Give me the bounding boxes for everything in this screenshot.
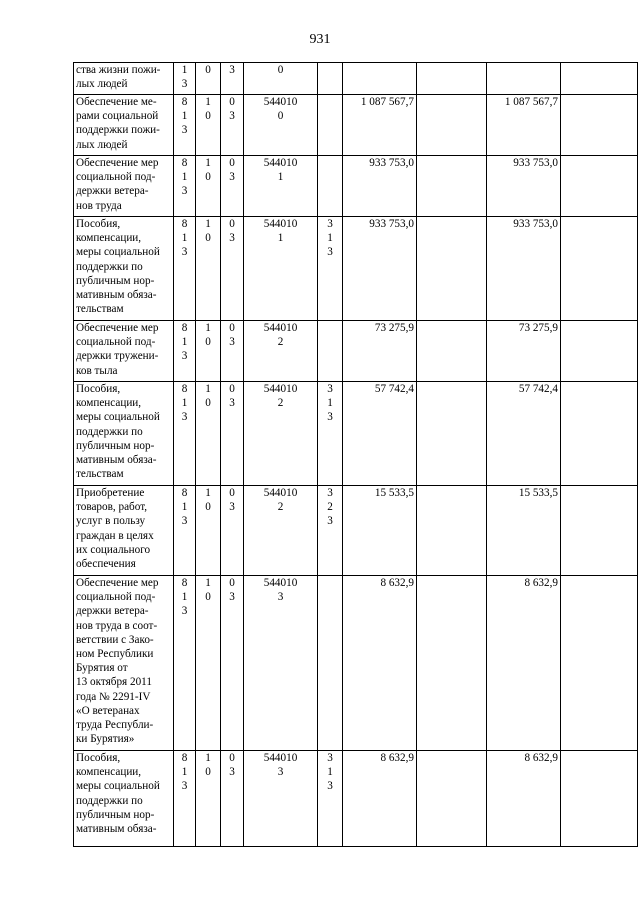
amount-total: 57 742,4 bbox=[343, 382, 417, 486]
section-code: 1 0 bbox=[196, 156, 221, 217]
empty-cell bbox=[561, 486, 638, 576]
expense-type-code: 3 1 3 bbox=[318, 751, 343, 847]
ministry-code: 8 1 3 bbox=[174, 576, 196, 751]
expense-type-code: 3 1 3 bbox=[318, 382, 343, 486]
empty-cell bbox=[417, 382, 487, 486]
empty-cell bbox=[417, 486, 487, 576]
target-code: 544010 3 bbox=[244, 751, 318, 847]
amount-current: 8 632,9 bbox=[487, 576, 561, 751]
amount-total: 933 753,0 bbox=[343, 156, 417, 217]
amount-current bbox=[487, 63, 561, 95]
subsection-code: 0 3 bbox=[221, 486, 244, 576]
ministry-code: 8 1 3 bbox=[174, 321, 196, 382]
subsection-code: 0 3 bbox=[221, 217, 244, 321]
amount-current: 8 632,9 bbox=[487, 751, 561, 847]
table-row bbox=[74, 156, 638, 217]
amount-total: 933 753,0 bbox=[343, 217, 417, 321]
empty-cell bbox=[417, 751, 487, 847]
expense-type-code bbox=[318, 156, 343, 217]
table-row bbox=[74, 486, 638, 576]
empty-cell bbox=[417, 95, 487, 156]
amount-total: 8 632,9 bbox=[343, 751, 417, 847]
page-number: 931 bbox=[309, 32, 331, 47]
table-row bbox=[74, 321, 638, 382]
section-code: 1 0 bbox=[196, 486, 221, 576]
empty-cell bbox=[417, 63, 487, 95]
subsection-code: 0 3 bbox=[221, 751, 244, 847]
amount-total: 1 087 567,7 bbox=[343, 95, 417, 156]
ministry-code: 8 1 3 bbox=[174, 217, 196, 321]
subsection-code: 3 bbox=[221, 63, 244, 95]
target-code: 544010 2 bbox=[244, 321, 318, 382]
ministry-code: 8 1 3 bbox=[174, 751, 196, 847]
table-row bbox=[74, 63, 638, 95]
ministry-code: 8 1 3 bbox=[174, 156, 196, 217]
empty-cell bbox=[561, 321, 638, 382]
subsection-code: 0 3 bbox=[221, 321, 244, 382]
table-body bbox=[74, 63, 638, 847]
table-row bbox=[74, 95, 638, 156]
subsection-code: 0 3 bbox=[221, 95, 244, 156]
amount-total bbox=[343, 63, 417, 95]
expense-type-code bbox=[318, 576, 343, 751]
amount-current: 15 533,5 bbox=[487, 486, 561, 576]
target-code: 544010 3 bbox=[244, 576, 318, 751]
expense-type-code: 3 1 3 bbox=[318, 217, 343, 321]
ministry-code: 8 1 3 bbox=[174, 382, 196, 486]
item-name: Обеспечение ме- рами социальной поддержки пожи- лых людей bbox=[74, 95, 174, 156]
section-code: 1 0 bbox=[196, 217, 221, 321]
empty-cell bbox=[561, 576, 638, 751]
amount-total: 73 275,9 bbox=[343, 321, 417, 382]
empty-cell bbox=[561, 63, 638, 95]
target-code: 544010 1 bbox=[244, 217, 318, 321]
item-name: Приобретение товаров, работ, услуг в пользу граждан в целях их социального обеспечения bbox=[74, 486, 174, 576]
table-row bbox=[74, 751, 638, 847]
budget-table bbox=[73, 62, 638, 847]
empty-cell bbox=[561, 217, 638, 321]
empty-cell bbox=[417, 321, 487, 382]
section-code: 1 0 bbox=[196, 321, 221, 382]
empty-cell bbox=[417, 217, 487, 321]
empty-cell bbox=[417, 576, 487, 751]
expense-type-code: 3 2 3 bbox=[318, 486, 343, 576]
expense-type-code bbox=[318, 63, 343, 95]
item-name: Пособия, компенсации, меры социальной поддержки по публичным нор- мативным обяза- bbox=[74, 751, 174, 847]
target-code: 544010 0 bbox=[244, 95, 318, 156]
item-name: ства жизни пожи- лых людей bbox=[74, 63, 174, 95]
amount-total: 8 632,9 bbox=[343, 576, 417, 751]
subsection-code: 0 3 bbox=[221, 576, 244, 751]
item-name: Пособия, компенсации, меры социальной поддержки по публичным нор- мативным обяза- тельствам bbox=[74, 217, 174, 321]
amount-current: 1 087 567,7 bbox=[487, 95, 561, 156]
expense-type-code bbox=[318, 95, 343, 156]
section-code: 1 0 bbox=[196, 95, 221, 156]
subsection-code: 0 3 bbox=[221, 382, 244, 486]
section-code: 0 bbox=[196, 63, 221, 95]
table-row bbox=[74, 576, 638, 751]
empty-cell bbox=[561, 156, 638, 217]
table-row bbox=[74, 382, 638, 486]
empty-cell bbox=[417, 156, 487, 217]
section-code: 1 0 bbox=[196, 751, 221, 847]
subsection-code: 0 3 bbox=[221, 156, 244, 217]
amount-current: 57 742,4 bbox=[487, 382, 561, 486]
amount-total: 15 533,5 bbox=[343, 486, 417, 576]
ministry-code: 1 3 bbox=[174, 63, 196, 95]
item-name: Обеспечение мер социальной под- держки ветера- нов труда в соот- ветствии с Зако- ном Республики Бурятия от 13 октября 2011 года № 2291-IV «О ветеранах труда Республи- ки Бурятия» bbox=[74, 576, 174, 751]
item-name: Пособия, компенсации, меры социальной поддержки по публичным нор- мативным обяза- тельствам bbox=[74, 382, 174, 486]
amount-current: 933 753,0 bbox=[487, 156, 561, 217]
amount-current: 933 753,0 bbox=[487, 217, 561, 321]
empty-cell bbox=[561, 751, 638, 847]
item-name: Обеспечение мер социальной под- держки тружени- ков тыла bbox=[74, 321, 174, 382]
target-code: 544010 2 bbox=[244, 382, 318, 486]
amount-current: 73 275,9 bbox=[487, 321, 561, 382]
target-code: 544010 2 bbox=[244, 486, 318, 576]
expense-type-code bbox=[318, 321, 343, 382]
item-name: Обеспечение мер социальной под- держки ветера- нов труда bbox=[74, 156, 174, 217]
empty-cell bbox=[561, 382, 638, 486]
empty-cell bbox=[561, 95, 638, 156]
target-code: 0 bbox=[244, 63, 318, 95]
target-code: 544010 1 bbox=[244, 156, 318, 217]
table-row bbox=[74, 217, 638, 321]
section-code: 1 0 bbox=[196, 382, 221, 486]
section-code: 1 0 bbox=[196, 576, 221, 751]
ministry-code: 8 1 3 bbox=[174, 95, 196, 156]
ministry-code: 8 1 3 bbox=[174, 486, 196, 576]
